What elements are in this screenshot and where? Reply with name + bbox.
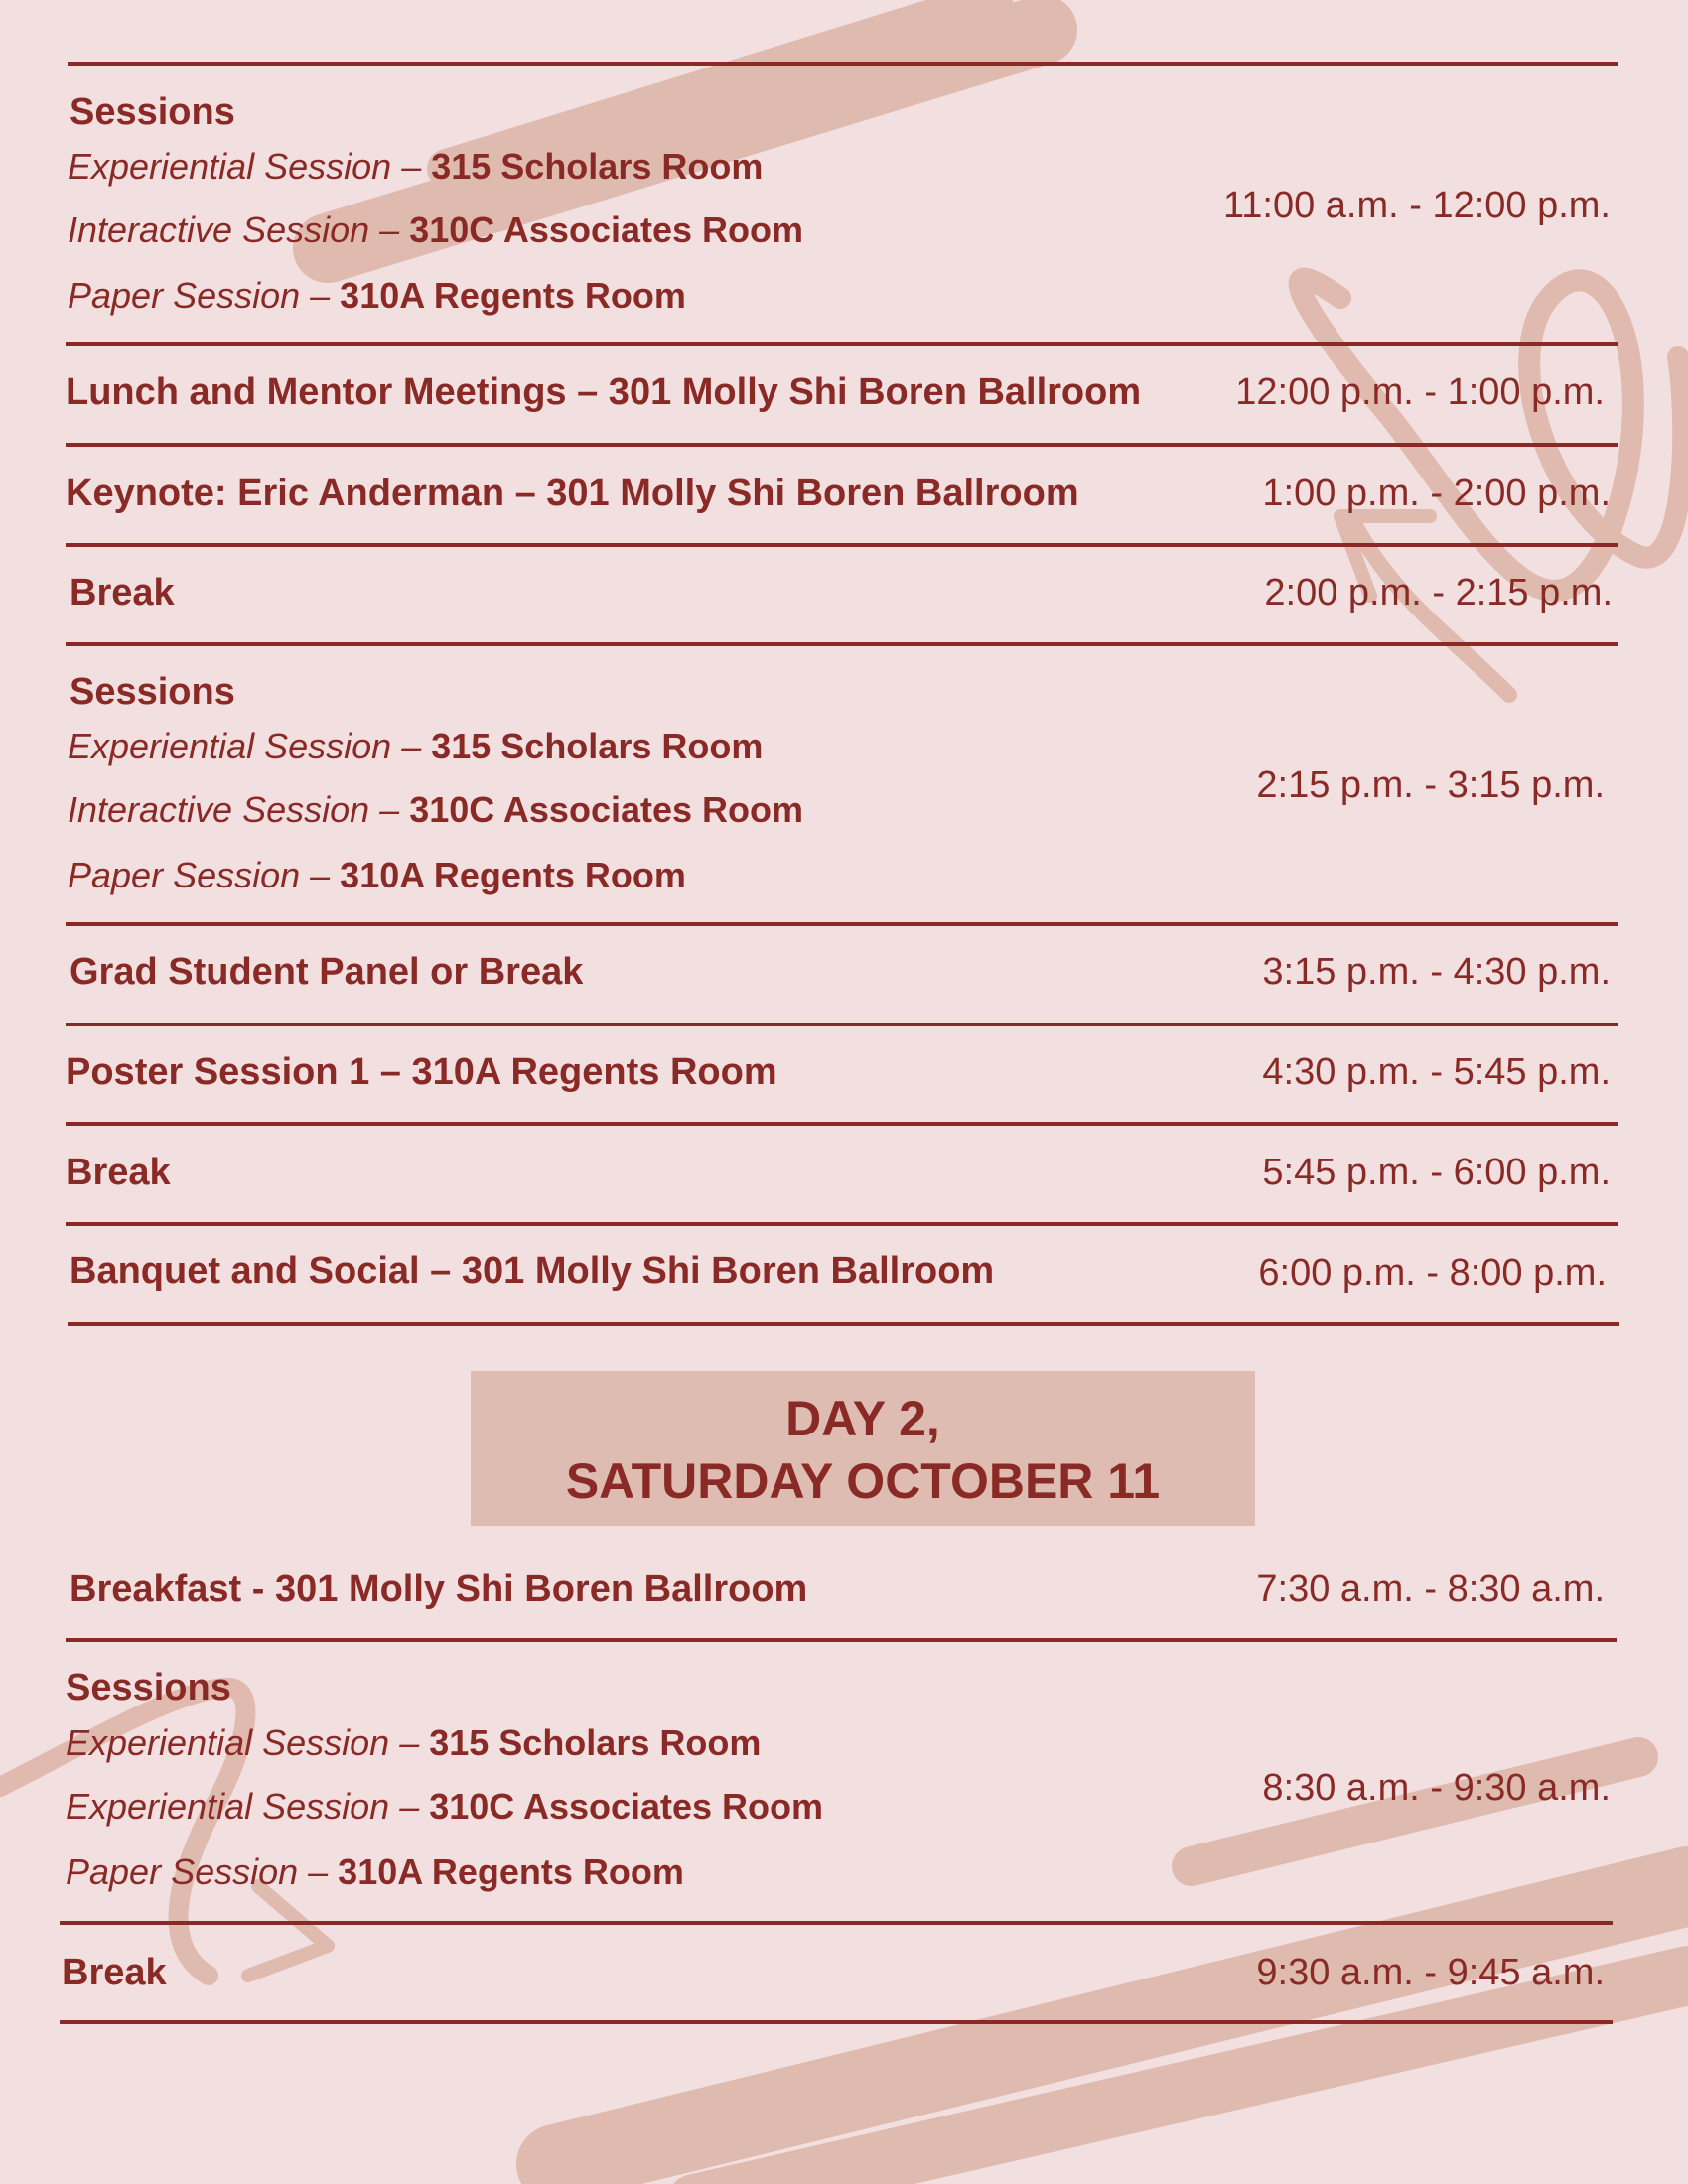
row-title: Keynote: Eric Anderman – 301 Molly Shi Boren Ballroom [66,473,1079,514]
session-line: Paper Session – 310A Regents Room [68,855,686,895]
session-line: Paper Session – 310A Regents Room [68,275,686,316]
row-time: 3:15 p.m. - 4:30 p.m. [1262,951,1611,993]
session-line: Interactive Session – 310C Associates Room [68,789,804,830]
row-title: Banquet and Social – 301 Molly Shi Boren Ballroom [70,1250,995,1292]
divider [66,1222,1618,1226]
row-title: Sessions [70,671,235,713]
row-time: 8:30 a.m. - 9:30 a.m. [1262,1767,1611,1809]
row-title: Break [66,1152,171,1193]
divider [66,342,1618,346]
row-time: 9:30 a.m. - 9:45 a.m. [1256,1952,1605,1993]
row-title: Poster Session 1 – 310A Regents Room [66,1051,777,1093]
row-time: 7:30 a.m. - 8:30 a.m. [1256,1569,1605,1610]
divider [66,642,1618,646]
row-title: Breakfast - 301 Molly Shi Boren Ballroom [70,1569,808,1610]
divider [66,543,1618,547]
divider [66,443,1618,447]
row-time: 2:00 p.m. - 2:15 p.m. [1264,572,1613,614]
row-title: Break [62,1952,167,1993]
row-title: Sessions [66,1667,231,1708]
row-time: 6:00 p.m. - 8:00 p.m. [1258,1252,1607,1294]
session-line: Paper Session – 310A Regents Room [66,1851,684,1892]
divider [66,922,1618,926]
row-time: 11:00 a.m. - 12:00 p.m. [1222,185,1611,226]
divider [60,1921,1613,1925]
row-time: 2:15 p.m. - 3:15 p.m. [1256,764,1605,806]
divider [66,1638,1617,1642]
row-title: Lunch and Mentor Meetings – 301 Molly Shi Boren Ballroom [66,371,1142,413]
day-2-heading [471,1371,1255,1526]
session-line: Experiential Session – 310C Associates Room [66,1786,824,1827]
divider [66,1023,1618,1026]
row-title: Sessions [70,91,235,133]
divider [60,2020,1613,2024]
divider [66,1122,1618,1126]
row-time: 4:30 p.m. - 5:45 p.m. [1262,1051,1611,1093]
session-line: Experiential Session – 315 Scholars Room [66,1722,762,1763]
session-line: Experiential Session – 315 Scholars Room [68,726,764,766]
divider [68,1322,1619,1326]
row-title: Break [70,572,175,614]
divider [68,62,1618,66]
day-2-date: SATURDAY OCTOBER 11 [565,1453,1161,1509]
session-line: Interactive Session – 310C Associates Room [68,209,804,250]
day-2-label: DAY 2, [785,1391,940,1446]
row-time: 5:45 p.m. - 6:00 p.m. [1262,1152,1611,1193]
session-line: Experiential Session – 315 Scholars Room [68,146,764,187]
row-title: Grad Student Panel or Break [70,951,584,993]
row-time: 1:00 p.m. - 2:00 p.m. [1262,473,1611,514]
row-time: 12:00 p.m. - 1:00 p.m. [1235,371,1605,413]
